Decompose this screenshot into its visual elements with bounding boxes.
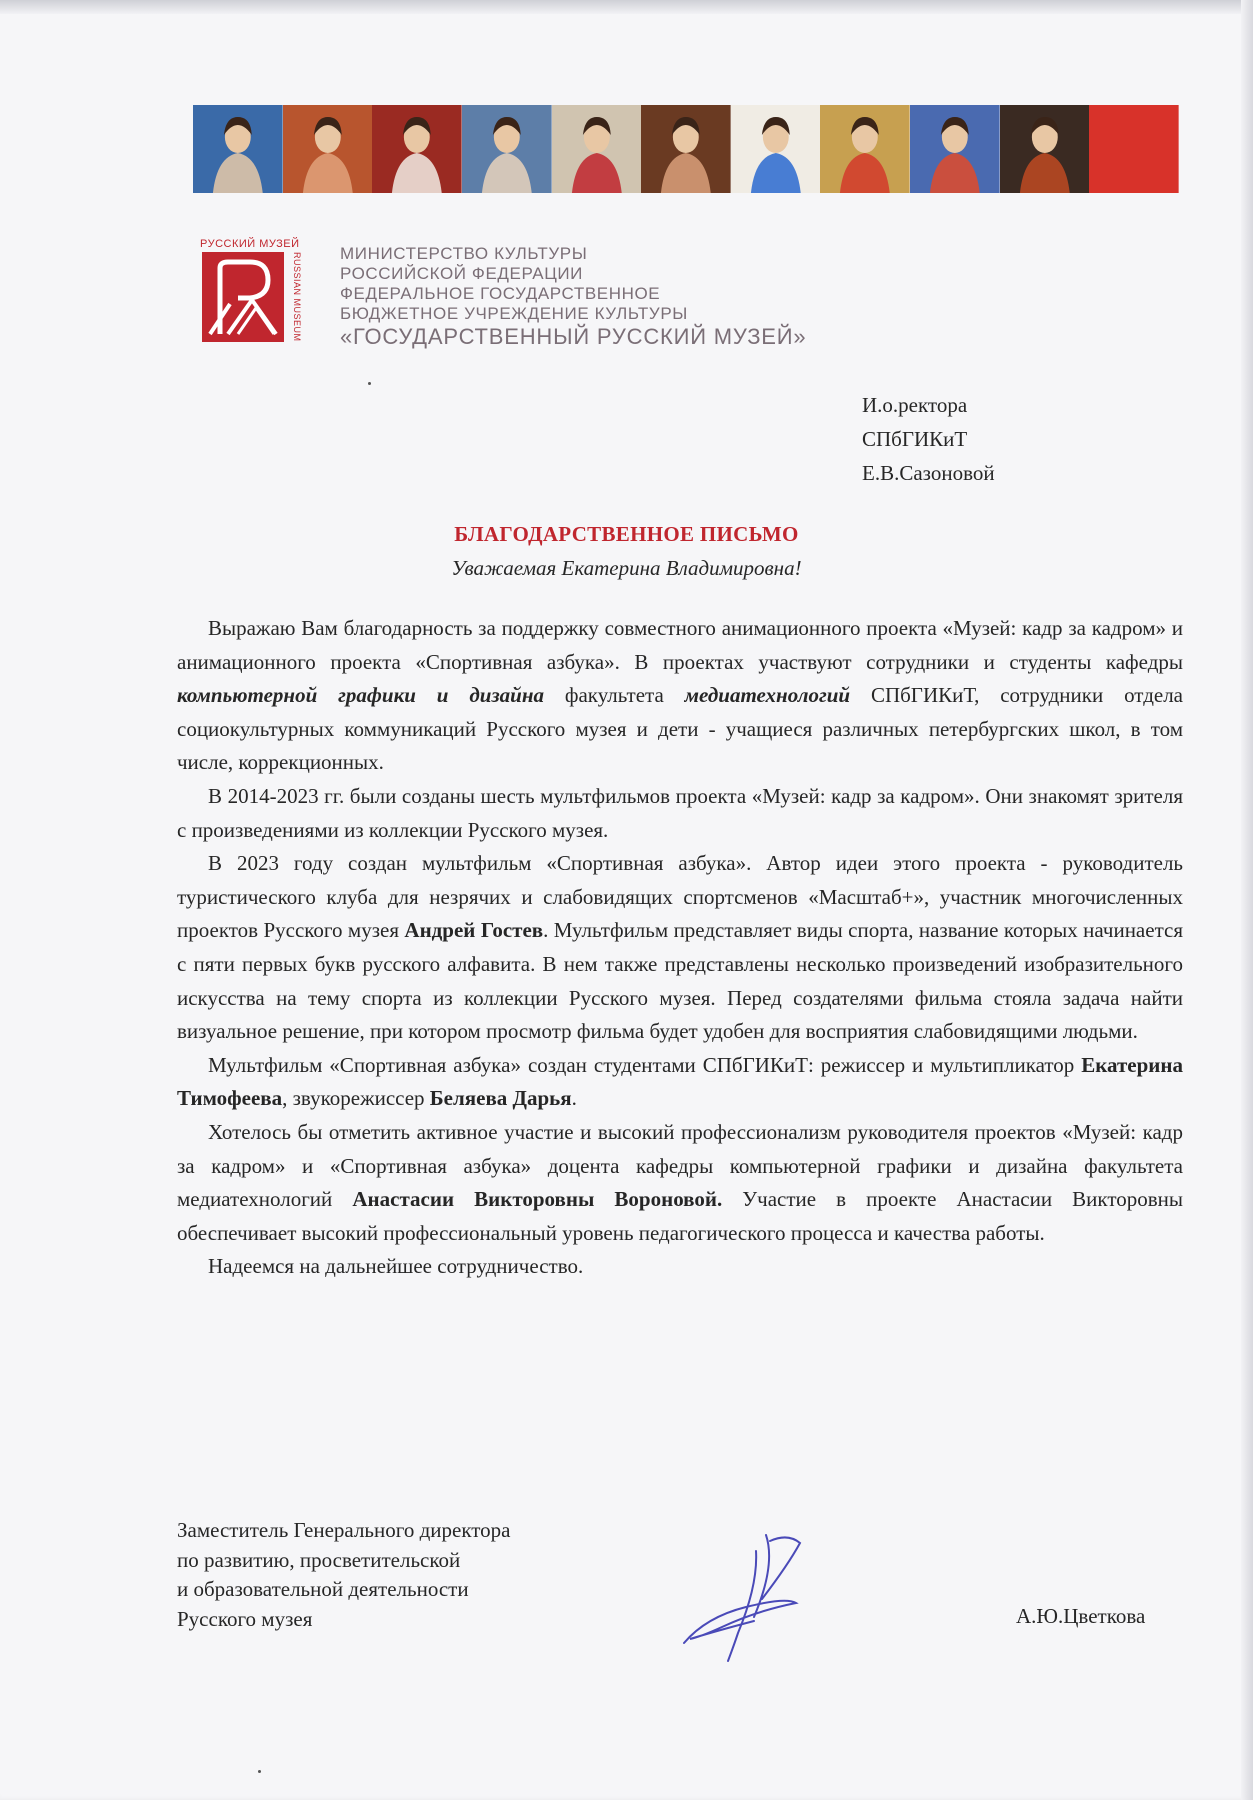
text-run: Хотелось бы отметить активное участие и высокий профессионализм руководителя проектов «Музей: кадр за кадром» и «Спортивная азбука» доцента кафедры компьютерной графики и дизайна факультета медиатехнологий (177, 1119, 1183, 1212)
logo-side-text: RUSSIAN MUSEUM (292, 252, 302, 342)
paragraph-5 (177, 1116, 1183, 1250)
addressee-name: Е.В.Сазоновой (862, 461, 995, 485)
signer-title-line: Русского музея (177, 1606, 313, 1631)
paragraph-4 (177, 1049, 1183, 1116)
painting-woman-ornament (283, 105, 373, 193)
letter-title: БЛАГОДАРСТВЕННОЕ ПИСЬМО (454, 522, 799, 546)
letter-body (177, 612, 1183, 1284)
painting-lady-blue (193, 105, 283, 193)
text-run: СПбГИКиТ, сотрудники отдела социокультурных коммуникаций Русского музея и дети - учащиеся различных петербургских школ, в том числе, коррекционных. (177, 683, 1184, 775)
text-run: . Мультфильм представляет виды спорта, название которых начинается с пяти первых букв русского алфавита. В нем также представлены несколько произведений изобразительного искусства на тему спорта из коллекции Русского музея. Перед создателями фильма стояла задача найти визуальное решение, при котором просмотр фильма будет удобен для восприятия слабовидящими людьми. (177, 918, 1183, 1044)
org-line: БЮДЖЕТНОЕ УЧРЕЖДЕНИЕ КУЛЬТУРЫ (340, 304, 688, 323)
painting-lady-white-dress (372, 105, 462, 193)
painting-peasant-girl (820, 105, 910, 193)
scan-top-edge (0, 0, 1253, 14)
paragraph-6: Надеемся на дальнейшее сотрудничество. (208, 1254, 584, 1279)
org-line: МИНИСТЕРСТВО КУЛЬТУРЫ (340, 244, 588, 263)
paintings-banner (193, 105, 1179, 193)
addressee-block (862, 388, 995, 490)
text-run: факультета (543, 683, 685, 708)
handwritten-signature (676, 1525, 826, 1665)
addressee-institution: СПбГИКиТ (862, 427, 968, 451)
text-run: В 2023 году создан мультфильм «Спортивная азбука». Автор идеи этого проекта - руководитель туристического клуба для незрячих и слабовидящих спортсменов «Масштаб+», участник многочисленных проектов Русского музея (177, 851, 1183, 943)
addressee-position: И.о.ректора (862, 393, 968, 417)
signer-title-line: Заместитель Генерального директора (177, 1518, 511, 1542)
text-run: Мультфильм «Спортивная азбука» создан студентами СПбГИКиТ: режиссер и мультипликатор (208, 1052, 1082, 1077)
text-run: . (571, 1086, 577, 1111)
text-run: , звукорежиссер (282, 1086, 430, 1111)
org-name: «ГОСУДАРСТВЕННЫЙ РУССКИЙ МУЗЕЙ» (340, 324, 807, 349)
letter-salutation: Уважаемая Екатерина Владимировна! (451, 556, 802, 580)
signer-title-line: по развитию, просветительской (177, 1547, 461, 1572)
painting-last-day-pompeii (1000, 105, 1090, 193)
painting-merchant-wife (462, 105, 552, 193)
painting-man-red-hat (552, 105, 642, 193)
signer-title-block (177, 1516, 510, 1634)
text-run: Выражаю Вам благодарность за поддержку совместного анимационного проекта «Музей: кадр за кадром» и анимационного проекта «Спортивная азбука». В проектах участвуют сотрудники и студенты кафедры (177, 616, 1183, 674)
scan-speck (368, 382, 371, 385)
emphasis-department: компьютерной графики и дизайна (177, 683, 544, 708)
brand-red-block (1089, 105, 1179, 193)
emphasis-supervisor-name: Анастасии Викторовны Вороновой. (352, 1187, 723, 1212)
painting-reclining-woman (641, 105, 731, 193)
emphasis-director-name: Екатерина Тимофеева (177, 1052, 1183, 1111)
emphasis-author-name: Андрей Гостев (404, 918, 544, 943)
scan-speck (258, 1770, 261, 1773)
paragraph-3 (177, 847, 1183, 1049)
emphasis-sound-director-name: Беляева Дарья (429, 1086, 572, 1111)
org-line: РОССИЙСКОЙ ФЕДЕРАЦИИ (340, 264, 584, 283)
org-line: ФЕДЕРАЛЬНОЕ ГОСУДАРСТВЕННОЕ (340, 284, 661, 303)
painting-red-headscarf (910, 105, 1000, 193)
paragraph-1 (177, 612, 1183, 780)
paragraph-2: В 2014-2023 гг. были созданы шесть мультфильмов проекта «Музей: кадр за кадром». Они знакомят зрителя с произведениями из коллекции Русского музея. (177, 783, 1183, 842)
organization-header (340, 244, 806, 350)
text-run: Участие в проекте Анастасии Викторовны обеспечивает высокий профессиональный уровень педагогического процесса и качества работы. (177, 1187, 1183, 1245)
signer-title-line: и образовательной деятельности (177, 1577, 469, 1601)
painting-suprematist-figures (731, 105, 821, 193)
logo-caption: РУССКИЙ МУЗЕЙ (200, 238, 300, 250)
emphasis-faculty: медиатехнологий (684, 683, 851, 708)
signer-name: А.Ю.Цветкова (1016, 1604, 1146, 1628)
scan-right-edge (1241, 0, 1253, 1800)
